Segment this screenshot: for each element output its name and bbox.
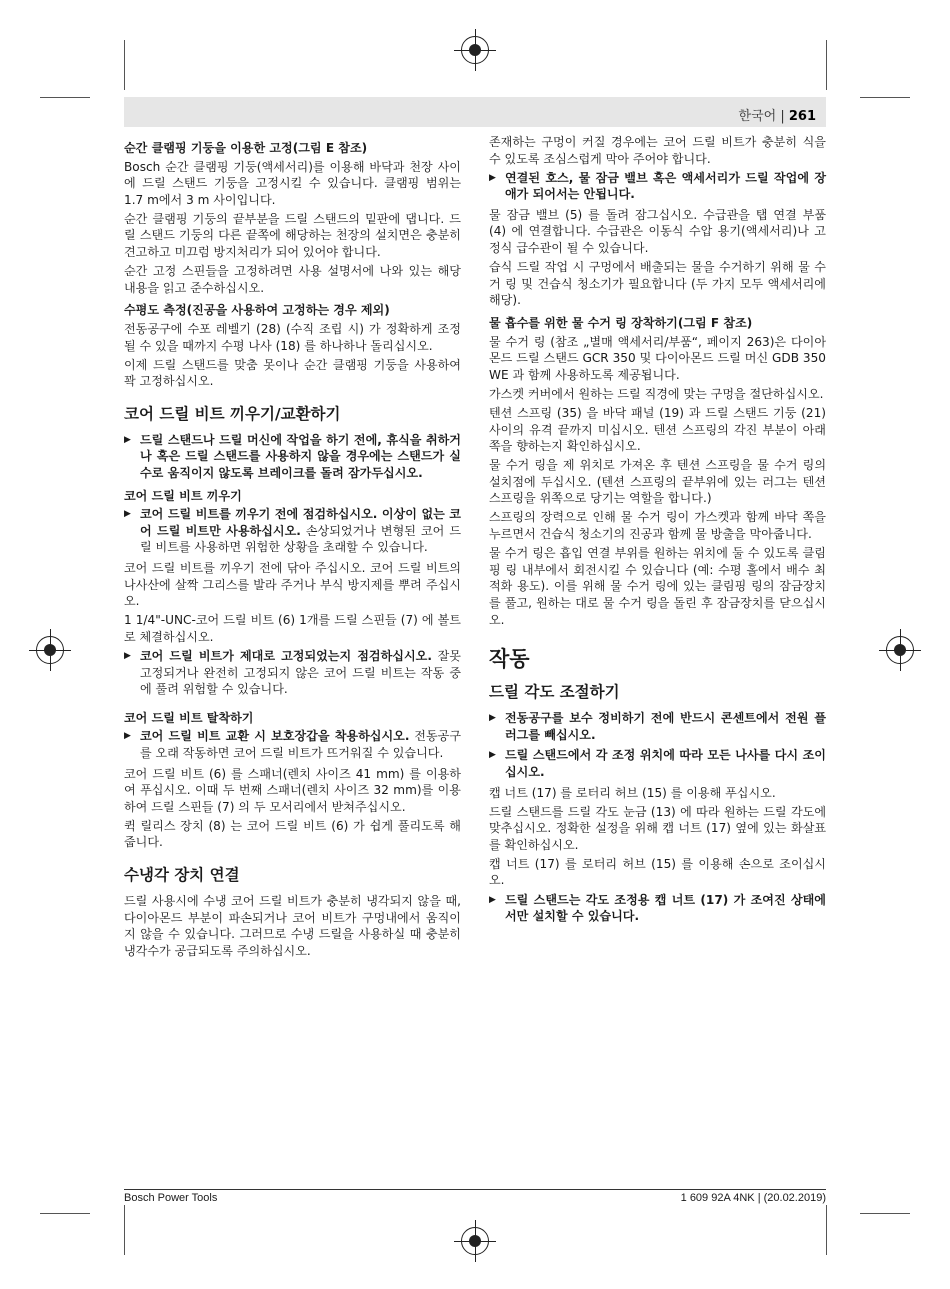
section-heading: 코어 드릴 비트 끼우기/교환하기 [124,404,341,423]
registration-mark-icon [36,636,64,664]
paragraph: 코어 드릴 비트 (6) 를 스패너(렌치 사이즈 41 mm) 를 이용하여 푸십시오. 이때 두 번째 스패너(렌치 사이즈 32 mm)를 이용하여 드릴 스핀들 (7) 의 두 모서리에서 받쳐주십시오. [124,766,461,814]
registration-mark-icon [461,1227,489,1255]
footer-brand: Bosch Power Tools [124,1192,218,1204]
footer-doc-id: 1 609 92A 4NK | (20.02.2019) [680,1192,826,1204]
crop-mark [124,40,125,90]
paragraph: 습식 드릴 작업 시 구멍에서 배출되는 물을 수거하기 위해 물 수거 링 및 건습식 청소기가 필요합니다 (두 가지 모두 액세서리에 해당). [489,260,826,308]
warning-item [489,170,826,203]
crop-mark [826,40,827,90]
warning-bold: 코어 드릴 비트가 제대로 고정되었는지 점검하십시오. [140,648,432,663]
section-title: 코어 드릴 비트 끼우기 [124,488,242,503]
warning-item [489,747,826,780]
paragraph: 물 수거 링 (참조 „별매 액세서리/부품“, 페이지 263)은 다이아몬드 드릴 스탠드 GCR 350 및 다이아몬드 드릴 머신 GDB 350 WE 과 함께 사용하도록 제공됩니다. [489,334,826,382]
warning-item [489,892,826,925]
warning-item [489,710,826,743]
warning-item [124,728,461,761]
section-title: 순간 클램핑 기둥을 이용한 고정(그림 E 참조) [124,141,368,155]
page-header: 한국어 | 261 [738,109,816,124]
crop-mark [860,97,910,98]
paragraph: 물 수거 링은 흡입 연결 부위를 원하는 위치에 둘 수 있도록 클림핑 링 내부에서 회전시킬 수 있습니다 (예: 수평 홀에서 배수 최적화 용도). 이를 위해 물 수거 링에 있는 클림핑 링의 잠금장치를 풀고, 원하는 대로 물 수거 링을 돌린 후 잠금장치를 닫으십시오. [489,546,826,627]
chapter-heading: 작동 [489,647,530,672]
section-heading: 드릴 각도 조절하기 [489,683,620,702]
section-heading: 수냉각 장치 연결 [124,865,240,884]
left-column [124,134,461,962]
paragraph: 가스켓 커버에서 원하는 드릴 직경에 맞는 구멍을 절단하십시오. [489,386,824,401]
warning-rest: 전동공구를 오래 작동하면 코어 드릴 비트가 뜨거워질 수 있습니다. [140,729,461,760]
paragraph: 순간 클램핑 기둥의 끝부분을 드릴 스탠드의 밑판에 댑니다. 드릴 스탠드 기둥의 다른 끝쪽에 해당하는 천장의 설치면은 충분히 견고하고 미끄럼 방지처리가 되어 있어야 합니다. [124,211,461,260]
section-title: 물 흡수를 위한 물 수거 링 장착하기(그림 F 참조) [489,315,753,330]
warning-rest: 손상되었거나 변형된 코어 드릴 비트를 사용하면 위험한 상황을 초래할 수 있습니다. [140,523,461,555]
paragraph: 존재하는 구멍이 커질 경우에는 코어 드릴 비트가 충분히 식을 수 있도록 조심스럽게 막아 주어야 합니다. [489,135,826,166]
paragraph: 캡 너트 (17) 를 로터리 허브 (15) 를 이용해 손으로 조이십시오. [489,856,826,888]
warning-text: 전동공구를 보수 정비하기 전에 반드시 콘센트에서 전원 플러그를 빼십시오. [505,711,826,742]
paragraph: Bosch 순간 클램핑 기둥(액세서리)를 이용해 바닥과 천장 사이에 드릴 스탠드 기둥을 고정시킬 수 있습니다. 클램핑 범위는 1.7 m에서 3 m 사이입니다. [124,159,461,207]
paragraph: 드릴 사용시에 수냉 코어 드릴 비트가 충분히 냉각되지 않을 때, 다이아몬드 부분이 파손되거나 코어 비트가 구멍내에서 움직이지 않을 수 있습니다. 그러므로 수냉 드릴을 사용하실 때 충분히 냉각수가 공급되도록 주의하십시오. [124,893,461,958]
header-bar [124,97,826,127]
paragraph: 퀵 릴리스 장치 (8) 는 코어 드릴 비트 (6) 가 쉽게 풀리도록 해줍니다. [124,818,461,850]
paragraph: 스프링의 장력으로 인해 물 수거 링이 가스켓과 함께 바닥 쪽을 누르면서 건습식 청소기의 진공과 함께 물 방출을 막아줍니다. [489,510,826,542]
paragraph: 순간 고정 스핀들을 고정하려면 사용 설명서에 나와 있는 해당 내용을 읽고 준수하십시오. [124,264,461,295]
paragraph: 이제 드릴 스탠드를 맞춤 못이나 순간 클램핑 기둥을 사용하여 꽉 고정하십시오. [124,357,461,389]
crop-mark [826,1205,827,1255]
paragraph: 코어 드릴 비트를 끼우기 전에 닦아 주십시오. 코어 드릴 비트의 나사산에 살짝 그리스를 발라 주거나 부식 방지제를 뿌려 주십시오. [124,560,461,609]
warning-text: 드릴 스탠드나 드릴 머신에 작업을 하기 전에, 휴식을 취하거나 혹은 드릴 스탠드를 사용하지 않을 경우에는 스탠드가 실수로 움직이지 않도록 브레이크를 돌려 잠가두십시오. [140,432,461,480]
paragraph: 전동공구에 수포 레벨기 (28) (수직 조립 시) 가 정확하게 조정될 수 있을 때까지 수평 나사 (18) 를 하나하나 돌리십시오. [124,321,461,353]
warning-text: 드릴 스탠드는 각도 조정용 캡 너트 (17) 가 조여진 상태에서만 설치할 수 있습니다. [505,892,826,924]
right-column [489,134,826,929]
warning-item [124,648,461,698]
footer-divider [124,1189,826,1190]
warning-bold: 코어 드릴 비트 교환 시 보호장갑을 착용하십시오. [140,729,410,744]
warning-bold: 코어 드릴 비트를 끼우기 전에 점검하십시오. 이상이 없는 코어 드릴 비트만 사용하십시오. [140,507,461,538]
language-label: 한국어 [738,109,777,124]
paragraph: 1 1/4"-UNC-코어 드릴 비트 (6) 1개를 드릴 스핀들 (7) 에 볼트로 체결하십시오. [124,613,461,644]
paragraph: 드릴 스탠드를 드릴 각도 눈금 (13) 에 따라 원하는 드릴 각도에 맞추십시오. 정확한 설정을 위해 캡 너트 (17) 옆에 있는 화살표를 확인하십시오. [489,804,826,852]
warning-text: 드릴 스탠드에서 각 조정 위치에 따라 모든 나사를 다시 조이십시오. [505,748,826,779]
paragraph: 캡 너트 (17) 를 로터리 허브 (15) 를 이용해 푸십시오. [489,785,776,800]
section-title: 수평도 측정(진공을 사용하여 고정하는 경우 제외) [124,303,390,318]
warning-item [124,432,461,482]
warning-rest: 잘못 고정되거나 완전히 고정되지 않은 코어 드릴 비트는 작동 중에 풀려 위험할 수 있습니다. [140,648,461,697]
paragraph: 텐션 스프링 (35) 을 바닥 패널 (19) 과 드릴 스탠드 기둥 (21) 사이의 유격 끝까지 미십시오. 텐션 스프링의 각진 부분이 아래쪽을 향하는지 확인하십시오. [489,405,826,454]
crop-mark [860,1213,910,1214]
crop-mark [40,1213,90,1214]
registration-mark-icon [886,636,914,664]
paragraph: 물 수거 링을 제 위치로 가져온 후 텐션 스프링을 물 수거 링의 설치점에 두십시오. (텐션 스프링의 끝부위에 있는 러그는 텐션 스프링을 위쪽으로 당기는 역할을 합니다.) [489,458,826,506]
warning-item [124,506,461,556]
crop-mark [40,97,90,98]
crop-mark [124,1205,125,1255]
registration-mark-icon [461,36,489,64]
warning-text: 연결된 호스, 물 잠금 밸브 혹은 액세서리가 드릴 작업에 장애가 되어서는 안됩니다. [505,170,826,202]
paragraph: 물 잠금 밸브 (5) 를 돌려 잠그십시오. 수급관을 탭 연결 부품 (4) 에 연결합니다. 수급관은 이동식 수압 용기(액세서리)나 고정식 급수관이 될 수 있습니다. [489,207,826,256]
page-number: 261 [788,109,816,124]
section-title: 코어 드릴 비트 탈착하기 [124,710,254,725]
